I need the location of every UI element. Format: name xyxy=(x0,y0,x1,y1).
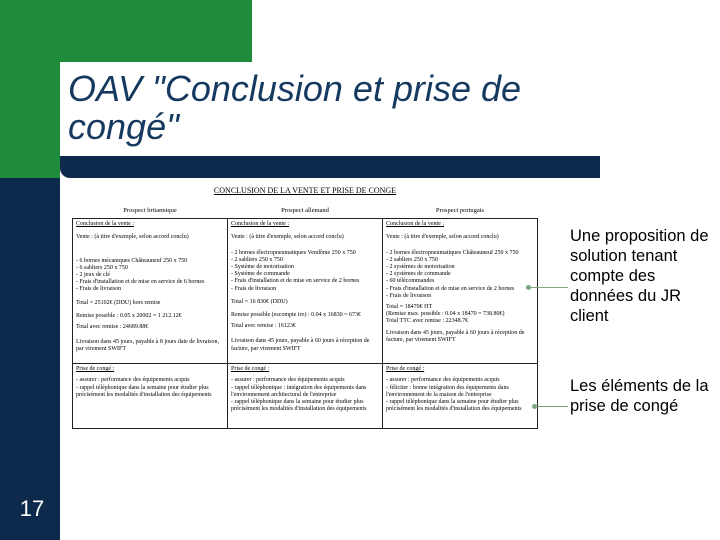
slide-number: 17 xyxy=(19,496,45,521)
total-remise-text: Total avec remise : 16123€ xyxy=(231,323,296,330)
items-list: - 2 bornes électropneumatiques Châteauneuf 250 x 750 - 2 sabliers 250 x 750 - 2 systèmes de motorisation - 2 systèmes de commande - 60 télécommandes - Frais d'installation et de mise en service de 2 bornes - Frais de livraison xyxy=(386,249,519,299)
remise-text: Remise possible (escompte iro) : 0.04 x 16830 = 673€ xyxy=(231,312,362,319)
conge-label: Prise de congé : xyxy=(76,366,115,373)
items-list: - 2 bornes électropneumatiques Vendôme 250 x 750 - 2 sabliers 250 x 750 - Système de motorisation - Système de commande - Frais d'installation et de mise en service de 2 bornes - Frais de livraison xyxy=(231,249,360,292)
slide-title: OAV "Conclusion et prise de congé" xyxy=(68,68,522,147)
remise-text: Remise possible : 0.05 x 20002 = 1 212.12€ xyxy=(76,312,182,319)
vente-text: Vente : (à titre d'exemple, selon accord conclu) xyxy=(231,234,344,241)
livraison-text: Livraison dans 45 jours, payable à 8 jours date de livraison, par virement SWIFT xyxy=(76,339,219,353)
livraison-text: Livraison dans 45 jours, payable à 60 jours à réception de facture, par virement SWIFT xyxy=(386,329,525,343)
callout-solution: Une proposition de solution tenant compte des données du JR client xyxy=(570,227,709,325)
total-remise-text: Total avec remise : 24689.88€ xyxy=(76,324,149,331)
callout-leader-line xyxy=(536,406,568,407)
total-text: Total = 18470€ HT xyxy=(386,304,433,311)
conclusion-label: Conclusion de la vente : xyxy=(76,221,134,228)
conclusion-cell xyxy=(73,219,228,364)
conge-text: - assurer : performance des équipements acquis - rappel téléphonique dans la semaine pour étudier plus précisément les modalités d'installation des équipements xyxy=(76,377,212,398)
conge-text: - assurer : performance des équipements acquis - rappel téléphonique : intégration des équipements dans l'environnement architectural de l'entreprise - rappel téléphonique dans la semaine pour étudier plus précisément les modalités d'installation des équipements xyxy=(231,377,367,413)
conge-label: Prise de congé : xyxy=(386,366,425,373)
embedded-document xyxy=(72,186,538,442)
conge-label: Prise de congé : xyxy=(231,366,270,373)
conge-text: - assurer : performance des équipements acquis - féliciter : bonne intégration des équipements dans l'environnement de la maison de l'entreprise - rappel téléphonique dans la semaine pour étudier plus précisément les modalités d'installation des équipements xyxy=(386,377,522,413)
vente-text: Vente : (à titre d'exemple, selon accord conclu) xyxy=(76,234,189,241)
conge-cell xyxy=(383,364,538,429)
conclusion-cell xyxy=(228,219,383,364)
conge-cell xyxy=(73,364,228,429)
column-header: Prospect allemand xyxy=(281,207,329,214)
prospect-comparison-table xyxy=(72,205,538,429)
document-title: CONCLUSION DE LA VENTE ET PRISE DE CONGE xyxy=(213,186,397,195)
total-text: Total = 25102€ (DDU) hors remise xyxy=(76,299,161,306)
total-text: Total = 16 830€ (DDU) xyxy=(231,298,288,305)
conge-cell xyxy=(228,364,383,429)
column-header: Prospect britannique xyxy=(123,207,177,214)
decorative-navy-sidebar xyxy=(0,178,60,540)
items-list: - 6 bornes mécaniques Châteauneuf 250 x 750 - 6 sabliers 250 x 750 - 2 jeux de clé - Frais d'installation et de mise en service de 6 bornes - Frais de livraison xyxy=(76,257,205,293)
title-underline-bar xyxy=(60,156,600,178)
column-header: Prospect portugais xyxy=(435,207,485,214)
total-remise-text: Total TTC avec remise : 22348.7€ xyxy=(386,318,469,325)
conclusion-label: Conclusion de la vente : xyxy=(386,221,444,228)
vente-text: Vente : (à titre d'exemple, selon accord conclu) xyxy=(386,234,499,241)
livraison-text: Livraison dans 45 jours, payable à 60 jours à réception de facture, par virement SWIFT xyxy=(231,338,370,352)
callout-prise-de-conge: Les éléments de la prise de congé xyxy=(570,377,709,415)
conclusion-label: Conclusion de la vente : xyxy=(231,221,289,228)
callout-leader-line xyxy=(530,287,568,288)
conclusion-cell xyxy=(383,219,538,364)
remise-text: (Remise max. possible : 0.04 x 18470 = 738.80€) xyxy=(386,311,505,318)
callout-leader-dot xyxy=(526,285,531,290)
callout-leader-dot xyxy=(532,404,537,409)
